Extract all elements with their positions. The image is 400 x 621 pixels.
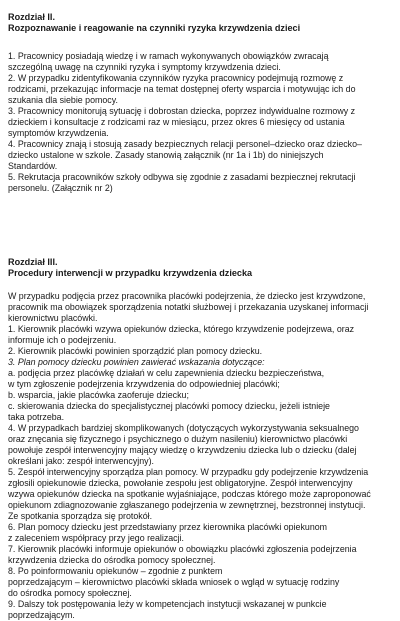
text-line: określani jako: zespół interwencyjny). (8, 456, 154, 466)
text-line: 5. Zespół interwencyjny sporządza plan pomocy. W przypadku gdy podejrzenie krzywdzenia (8, 467, 369, 477)
section-title: Procedury interwencji w przypadku krzywdzenia dziecka (8, 268, 253, 278)
text-line: b. wsparcia, jakie placówka zaoferuje dziecku; (8, 390, 189, 400)
text-line: oraz znęcania się fizycznego i psychicznego o dużym nasileniu) kierownictwo placówki (8, 434, 348, 444)
text-line: c. skierowania dziecka do specjalistycznej placówki pomocy dziecku, jeżeli istnieje (8, 401, 330, 411)
text-line: 4. W przypadkach bardziej skomplikowanych (dotyczących wykorzystywania seksualnego (8, 423, 359, 433)
text-line: W przypadku podjęcia przez pracownika placówki podejrzenia, że dziecko jest krzywdzone, (8, 291, 366, 301)
text-line: opiekunom zdiagnozowanie zgłaszanego podejrzenia w zewnętrznej, bezstronnej instytucji. (8, 500, 366, 510)
text-line: 4. Pracownicy znają i stosują zasady bezpiecznych relacji personel–dziecko oraz dziecko– (8, 139, 362, 149)
text-line: 3. Pracownicy monitorują sytuację i dobrostan dziecka, poprzez indywidualne rozmowy z (8, 106, 356, 116)
text-line: 2. Kierownik placówki powinien sporządzić plan pomocy dziecku. (8, 346, 263, 356)
text-line: dziecko ustalone w szkole. Zasady stanowią załącznik (nr 1a i 1b) do niniejszych (8, 150, 324, 160)
text-line: 5. Rekrutacja pracowników szkoły odbywa się zgodnie z zasadami bezpiecznej rekrutacji (8, 172, 356, 182)
text-line: 6. Plan pomocy dziecku jest przedstawiany przez kierownika placówki opiekunom (8, 522, 328, 532)
text-line: personelu. (Załącznik nr 2) (8, 183, 113, 193)
text-line: dzieckiem i konsultacje z rodzicami raz w miesiącu, przez okres 6 miesięcy od ustania (8, 117, 345, 127)
text-line: 9. Dalszy tok postępowania leży w kompetencjach instytucji wskazanej w punkcie (8, 599, 327, 609)
section-heading: Rozdział III. (8, 257, 58, 267)
text-line: krzywdzenia dziecka do ośrodka pomocy społecznej. (8, 555, 216, 565)
text-line: poprzedzającym – kierownictwo placówki składa wniosek o wgląd w sytuację rodziny (8, 577, 340, 587)
text-line: a. podjęcia przez placówkę działań w celu zapewnienia dziecku bezpieczeństwa, (8, 368, 325, 378)
text-line: z zaleceniem współpracy przy jego realizacji. (8, 533, 184, 543)
text-line: wzywa opiekunów dziecka na spotkanie wyjaśniające, podczas którego może zaproponować (8, 489, 371, 499)
text-line: poprzedzającym. (8, 610, 75, 620)
text-line: 2. W przypadku zidentyfikowania czynników ryzyka pracownicy podejmują rozmowę z (8, 73, 344, 83)
section-rozdzial-3 (8, 257, 371, 621)
text-line: powołuje zespół interwencyjny mający wiedzę o krzywdzeniu dziecka lub o dziecku (dalej (8, 445, 357, 455)
section-rozdzial-2 (8, 12, 362, 194)
text-line: szukania dla siebie pomocy. (8, 95, 118, 105)
text-line: informuje ich o podejrzeniu. (8, 335, 117, 345)
text-line: symptomów krzywdzenia. (8, 128, 109, 138)
text-line: Standardów. (8, 161, 58, 171)
text-line: 7. Kierownik placówki informuje opiekunów o obowiązku placówki zgłoszenia podejrzenia (8, 544, 357, 554)
text-line: 1. Pracownicy posiadają wiedzę i w ramach wykonywanych obowiązków zwracają (8, 51, 329, 61)
text-line: 3. Plan pomocy dziecku powinien zawierać wskazania dotyczące: (8, 357, 265, 367)
text-line: zgłosili opiekunowie dziecka, powołanie zespołu jest obligatoryjne. Zespół interwencyjny (8, 478, 353, 488)
text-line: rodzicami, przekazując informacje na temat dostępnej oferty wsparcia i motywując ich do (8, 84, 356, 94)
text-line: pracownik ma obowiązek sporządzenia notatki służbowej i przekazania uzyskanej informacji (8, 302, 369, 312)
text-line: szczególną uwagę na czynniki ryzyka i symptomy krzywdzenia dzieci. (8, 62, 281, 72)
section-body (8, 291, 371, 621)
text-line: taka potrzeba. (8, 412, 65, 422)
section-heading: Rozdział II. (8, 12, 55, 22)
text-line: Ze spotkania sporządza się protokół. (8, 511, 153, 521)
text-line: w tym zgłoszenie podejrzenia krzywdzenia do odpowiedniej placówki; (8, 379, 280, 389)
section-body (8, 51, 362, 194)
text-line: 8. Po poinformowaniu opiekunów – zgodnie z punktem (8, 566, 223, 576)
section-title: Rozpoznawanie i reagowanie na czynniki ryzyka krzywdzenia dzieci (8, 23, 301, 33)
text-line: do ośrodka pomocy społecznej. (8, 588, 132, 598)
text-line: 1. Kierownik placówki wzywa opiekunów dziecka, którego krzywdzenie podejrzewa, oraz (8, 324, 355, 334)
text-line: kierownictwu placówki. (8, 313, 98, 323)
